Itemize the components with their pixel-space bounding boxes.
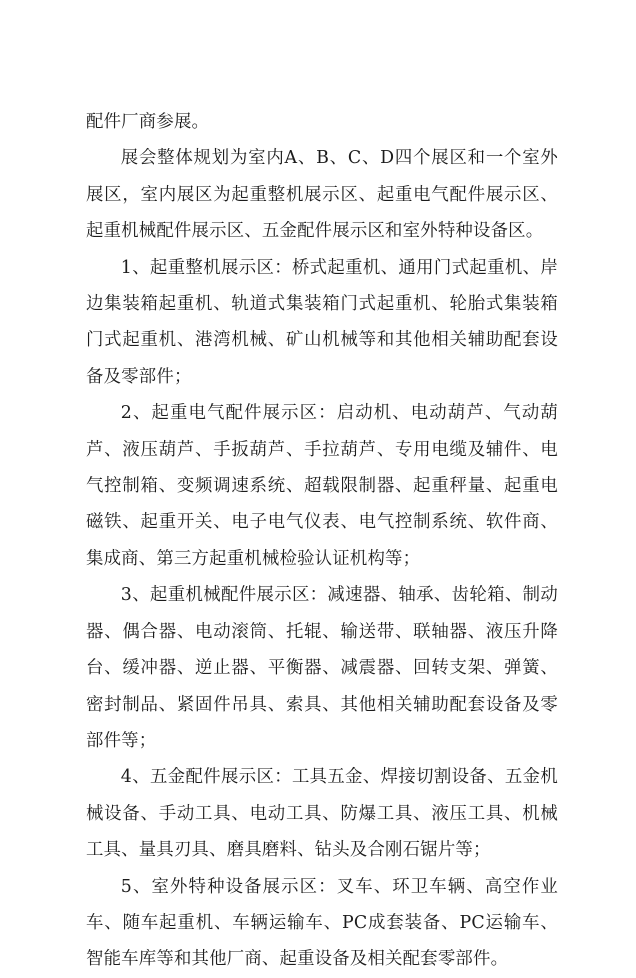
paragraph-continuation: 配件厂商参展。 xyxy=(86,112,210,132)
document-body xyxy=(86,104,558,978)
paragraph-hardware-parts-area: 4、五金配件展示区：工具五金、焊接切割设备、五金机械设备、手动工具、电动工具、防爆工具、液压工具、机械工具、量具刃具、磨具磨料、钻头及合刚石锯片等； xyxy=(86,767,558,861)
paragraph-outdoor-equipment-area: 5、室外特种设备展示区：叉车、环卫车辆、高空作业车、随车起重机、车辆运输车、PC成套装备、PC运输车、智能车库等和其他厂商、起重设备及相关配套零部件。 xyxy=(86,876,558,970)
paragraph-crane-machines-area: 1、起重整机展示区：桥式起重机、通用门式起重机、岸边集装箱起重机、轨道式集装箱门式起重机、轮胎式集装箱门式起重机、港湾机械、矿山机械等和其他相关辅助配套设备及零部件； xyxy=(86,257,558,387)
paragraph-mechanical-parts-area: 3、起重机械配件展示区：减速器、轴承、齿轮箱、制动器、偶合器、电动滚筒、托辊、输送带、联轴器、液压升降台、缓冲器、逆止器、平衡器、减震器、回转支架、弹簧、密封制品、紧固件吊具、索具、其他相关辅助配套设备及零部件等； xyxy=(86,585,558,751)
paragraph-electrical-parts-area: 2、起重电气配件展示区：启动机、电动葫芦、气动葫芦、液压葫芦、手扳葫芦、手拉葫芦、专用电缆及辅件、电气控制箱、变频调速系统、超载限制器、起重秤量、起重电磁铁、起重开关、电子电气仪表、电气控制系统、软件商、集成商、第三方起重机械检验认证机构等； xyxy=(86,403,558,569)
paragraph-exhibition-overview: 展会整体规划为室内A、B、C、D四个展区和一个室外展区，室内展区为起重整机展示区、起重电气配件展示区、起重机械配件展示区、五金配件展示区和室外特种设备区。 xyxy=(86,148,558,242)
